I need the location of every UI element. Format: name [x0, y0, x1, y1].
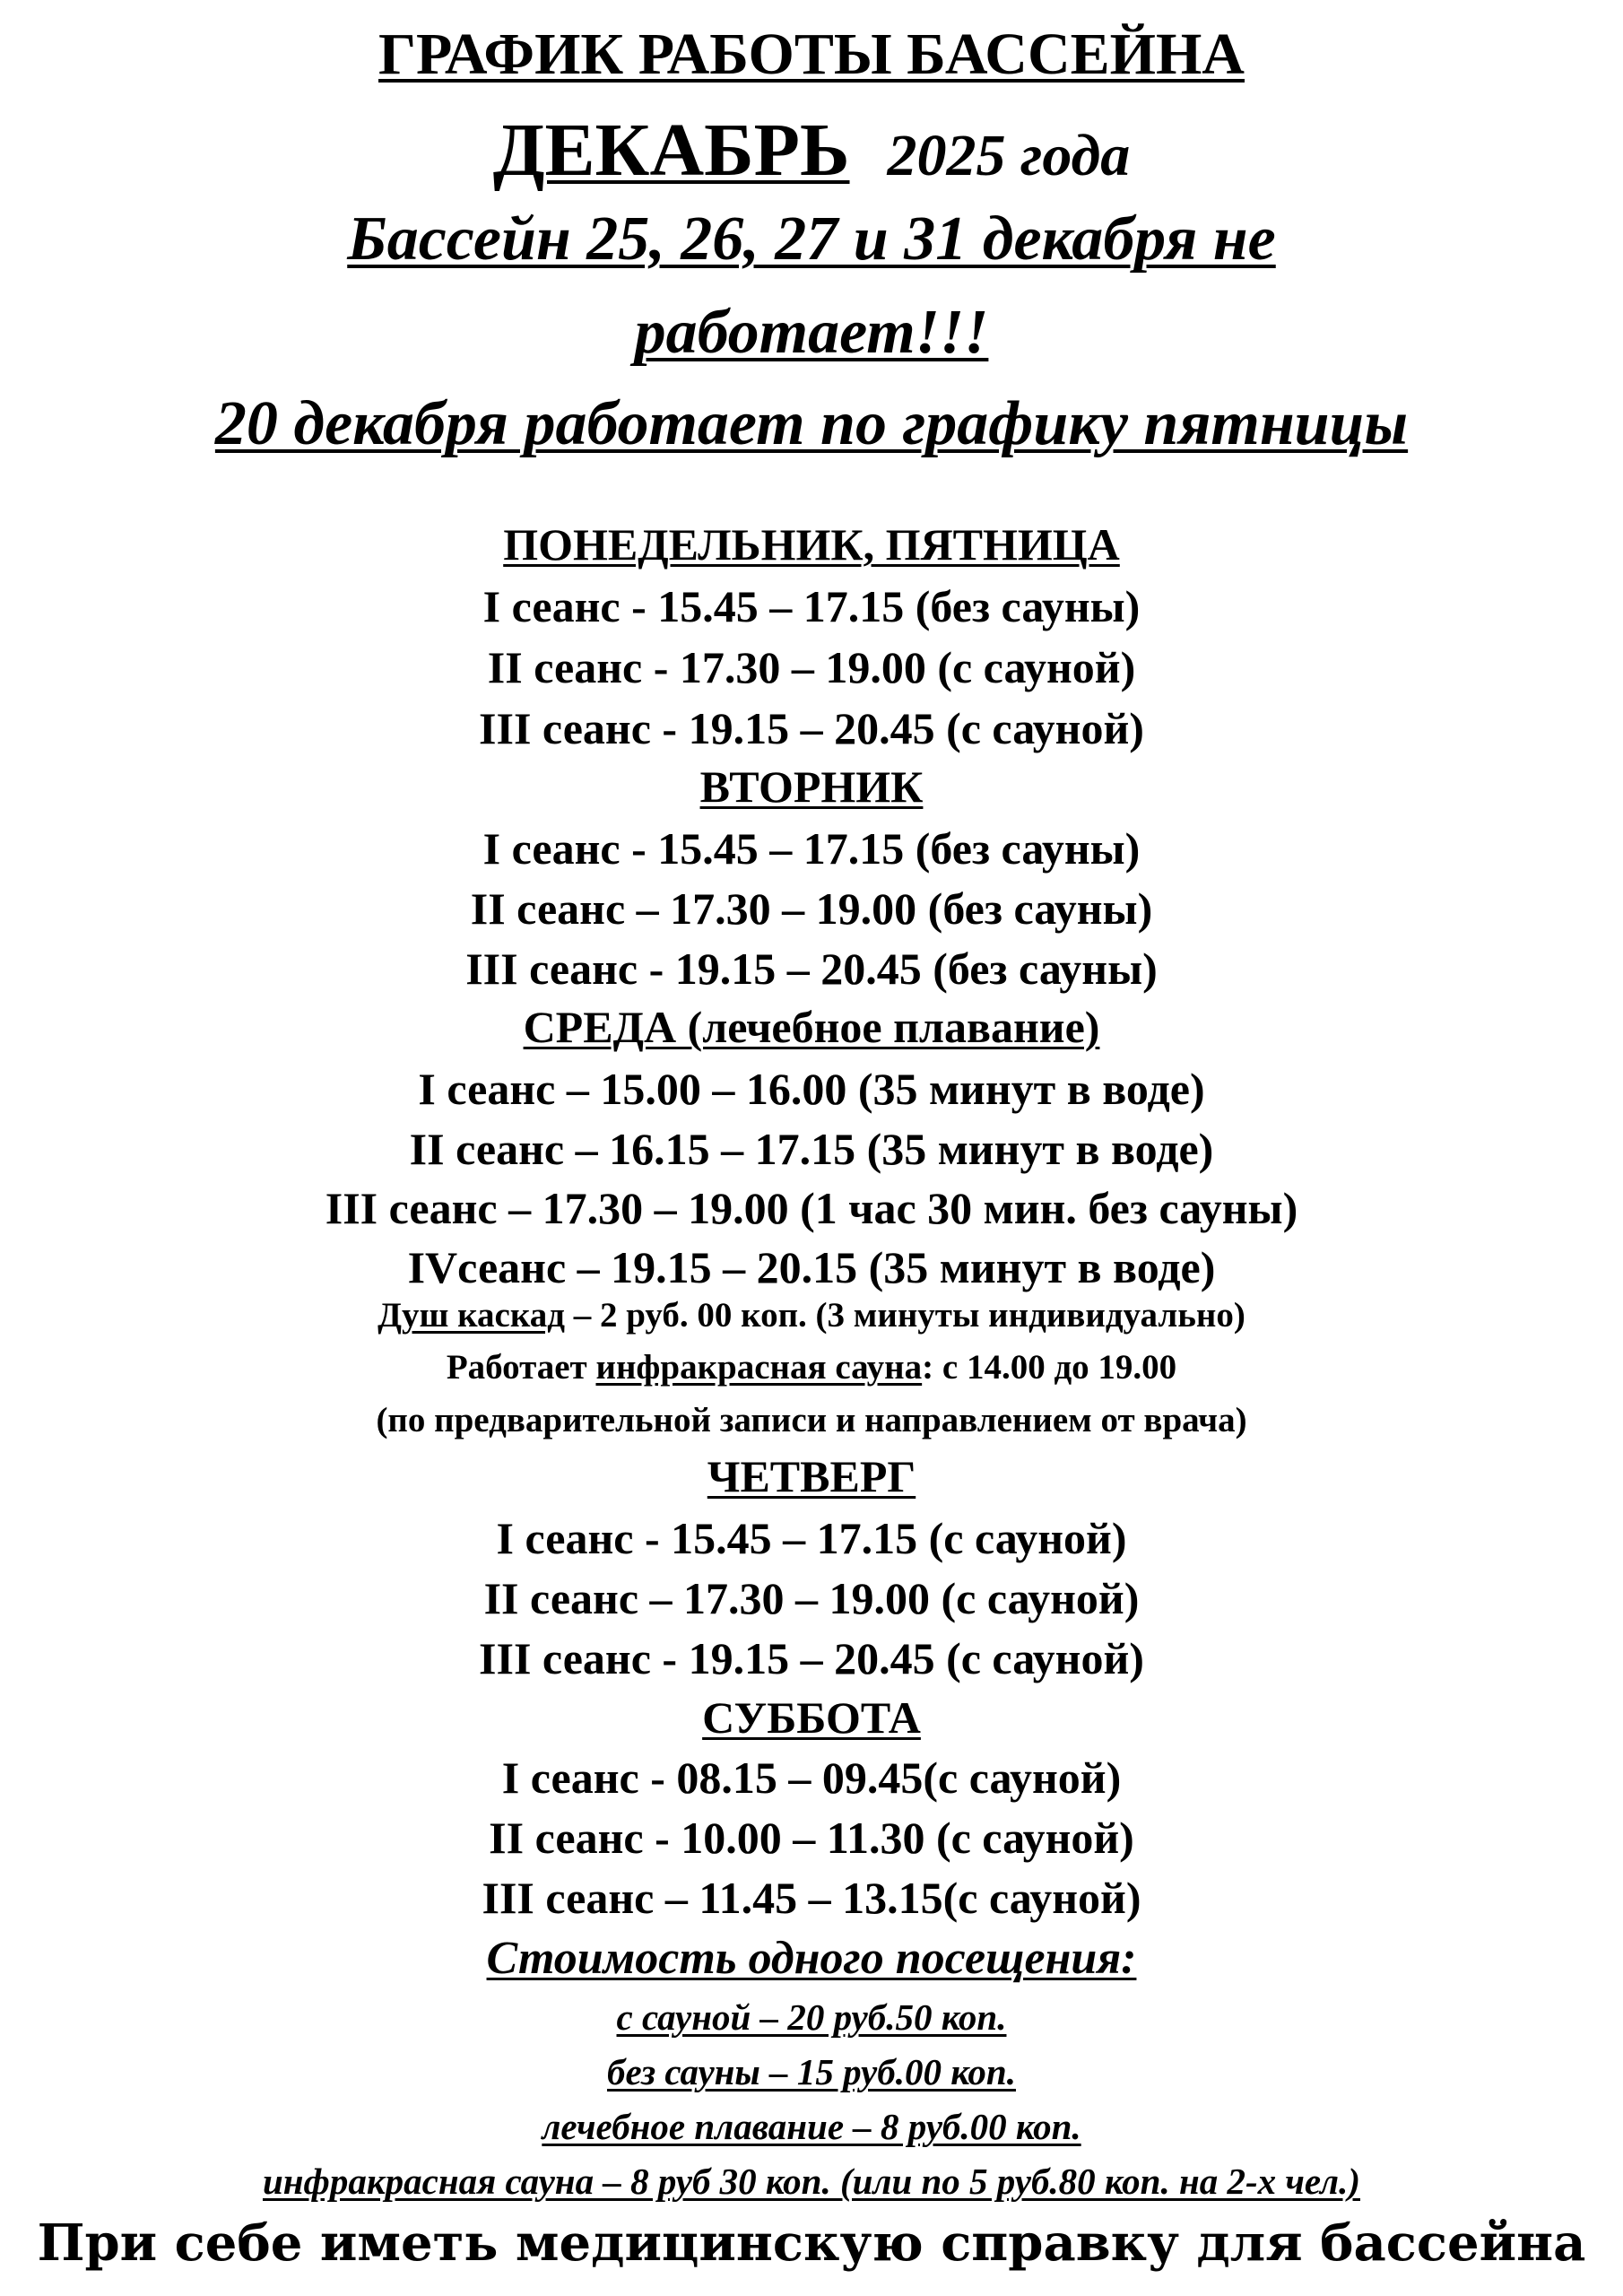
session-line: III сеанс – 17.30 – 19.00 (1 час 30 мин. без сауны): [325, 1183, 1298, 1233]
session-line: II сеанс – 17.30 – 19.00 (с сауной): [483, 1573, 1140, 1623]
session-line: I сеанс - 08.15 – 09.45(с сауной): [501, 1752, 1122, 1803]
day-heading-thursday: ЧЕТВЕРГ: [707, 1451, 916, 1501]
medical-certificate-notice: При себе иметь медицинскую справку для бассейна: [37, 2213, 1586, 2273]
year: 2025 года: [887, 123, 1131, 188]
session-line: III сеанс – 11.45 – 13.15(с сауной): [482, 1873, 1141, 1923]
session-line: III сеанс - 19.15 – 20.45 (без сауны): [465, 944, 1158, 994]
session-line: I сеанс - 15.45 – 17.15 (без сауны): [482, 581, 1141, 631]
session-line: IVсеанс – 19.15 – 20.15 (35 минут в воде): [407, 1242, 1216, 1292]
day-heading-saturday: СУББОТА: [702, 1692, 921, 1743]
price-item: лечебное плавание – 8 руб.00 коп.: [542, 2106, 1081, 2147]
price-item: без сауны – 15 руб.00 коп.: [606, 2051, 1016, 2092]
closed-days-notice-line2: работает!!!: [634, 298, 989, 367]
shower-cascade-note: [0, 1298, 1623, 1333]
shower-cascade-label: Душ каскад: [378, 1296, 565, 1335]
price-item: с сауной – 20 руб.50 коп.: [616, 1996, 1007, 2038]
infrared-sauna-hours: : с 14.00 до 19.00: [922, 1348, 1177, 1387]
session-line: I сеанс - 15.45 – 17.15 (с сауной): [496, 1513, 1127, 1563]
friday-schedule-notice: 20 декабря работает по графику пятницы: [214, 389, 1409, 458]
day-heading-mon-fri: ПОНЕДЕЛЬНИК, ПЯТНИЦА: [503, 519, 1120, 570]
prices-heading: Стоимость одного посещения:: [486, 1933, 1137, 1984]
session-line: II сеанс – 17.30 – 19.00 (без сауны): [470, 883, 1153, 934]
day-heading-wednesday: СРЕДА (лечебное плавание): [523, 1002, 1100, 1052]
document-title: ГРАФИК РАБОТЫ БАССЕЙНА: [378, 22, 1245, 87]
infrared-sauna-note: [0, 1350, 1623, 1385]
session-line: II сеанс – 16.15 – 17.15 (35 минут в воде): [409, 1124, 1214, 1174]
month: ДЕКАБРЬ: [492, 109, 850, 192]
session-line: I сеанс – 15.00 – 16.00 (35 минут в воде): [418, 1064, 1205, 1114]
shower-cascade-text: – 2 руб. 00 коп. (3 минуты индивидуально): [564, 1296, 1245, 1335]
session-line: III сеанс - 19.15 – 20.45 (с сауной): [479, 1633, 1144, 1683]
closed-days-notice-line1: Бассейн 25, 26, 27 и 31 декабря не: [347, 204, 1276, 274]
day-heading-tuesday: ВТОРНИК: [699, 761, 924, 812]
session-line: II сеанс - 10.00 – 11.30 (с сауной): [489, 1813, 1134, 1863]
infrared-sauna-prefix: Работает: [446, 1348, 596, 1387]
month-line: [0, 109, 1623, 192]
price-item: инфракрасная сауна – 8 руб 30 коп. (или по 5 руб.80 коп. на 2-х чел.): [262, 2161, 1360, 2202]
session-line: II сеанс - 17.30 – 19.00 (с сауной): [487, 642, 1136, 692]
referral-note: (по предварительной записи и направлением от врача): [376, 1401, 1247, 1439]
session-line: I сеанс - 15.45 – 17.15 (без сауны): [482, 823, 1141, 874]
infrared-sauna-label: инфракрасная сауна: [595, 1348, 923, 1387]
session-line: III сеанс - 19.15 – 20.45 (с сауной): [479, 703, 1144, 753]
